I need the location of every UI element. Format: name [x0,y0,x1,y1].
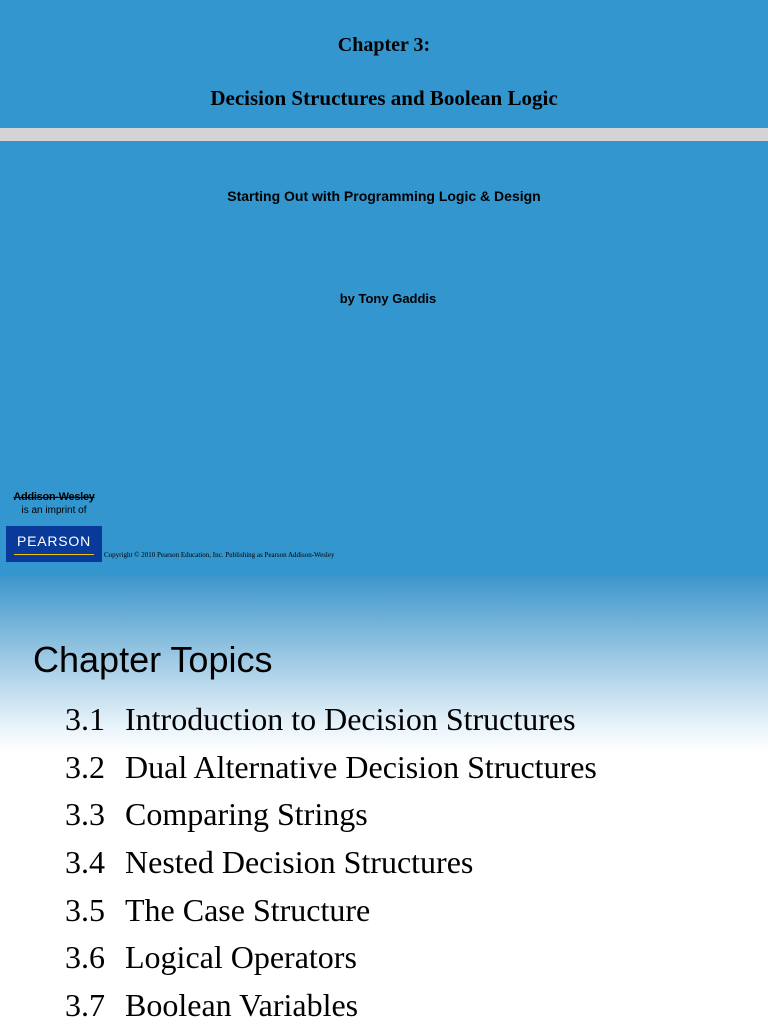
title-band [0,0,768,128]
topic-item [65,791,597,839]
divider [0,128,768,141]
topic-item [65,982,597,1029]
logo-publisher: Addison-Wesley [13,491,95,503]
topic-item [65,839,597,887]
topic-item [65,744,597,792]
topic-number: 3.7 [65,986,105,1023]
logo-imprint: is an imprint of [21,505,87,516]
logo-underline [14,554,94,555]
topics-title: Chapter Topics [33,639,273,680]
topic-item [65,696,597,744]
topic-number: 3.2 [65,748,105,785]
topic-label: Dual Alternative Decision Structures [125,748,597,785]
topic-item [65,934,597,982]
book-title: Starting Out with Programming Logic & Design [227,188,541,204]
addison-wesley-logo [6,491,102,517]
topics-slide [0,576,768,1024]
copyright: Copyright © 2010 Pearson Education, Inc. Publishing as Pearson Addison-Wesley [104,551,335,559]
author: by Tony Gaddis [339,291,437,306]
topic-number: 3.1 [65,701,105,738]
logo-pearson: PEARSON [16,533,92,549]
topic-label: Comparing Strings [125,796,368,833]
topic-label: Logical Operators [125,939,357,976]
topic-item [65,886,597,934]
topic-number: 3.3 [65,796,105,833]
topic-number: 3.5 [65,891,105,928]
chapter-label: Chapter 3: [337,34,431,56]
pearson-logo [6,526,102,562]
topic-number: 3.6 [65,939,105,976]
topic-label: Boolean Variables [125,986,359,1023]
topic-label: Nested Decision Structures [125,844,474,881]
topic-number: 3.4 [65,844,105,881]
topic-list [65,696,597,1029]
chapter-title: Decision Structures and Boolean Logic [210,86,558,110]
topic-label: Introduction to Decision Structures [125,701,576,738]
topic-label: The Case Structure [125,891,371,928]
